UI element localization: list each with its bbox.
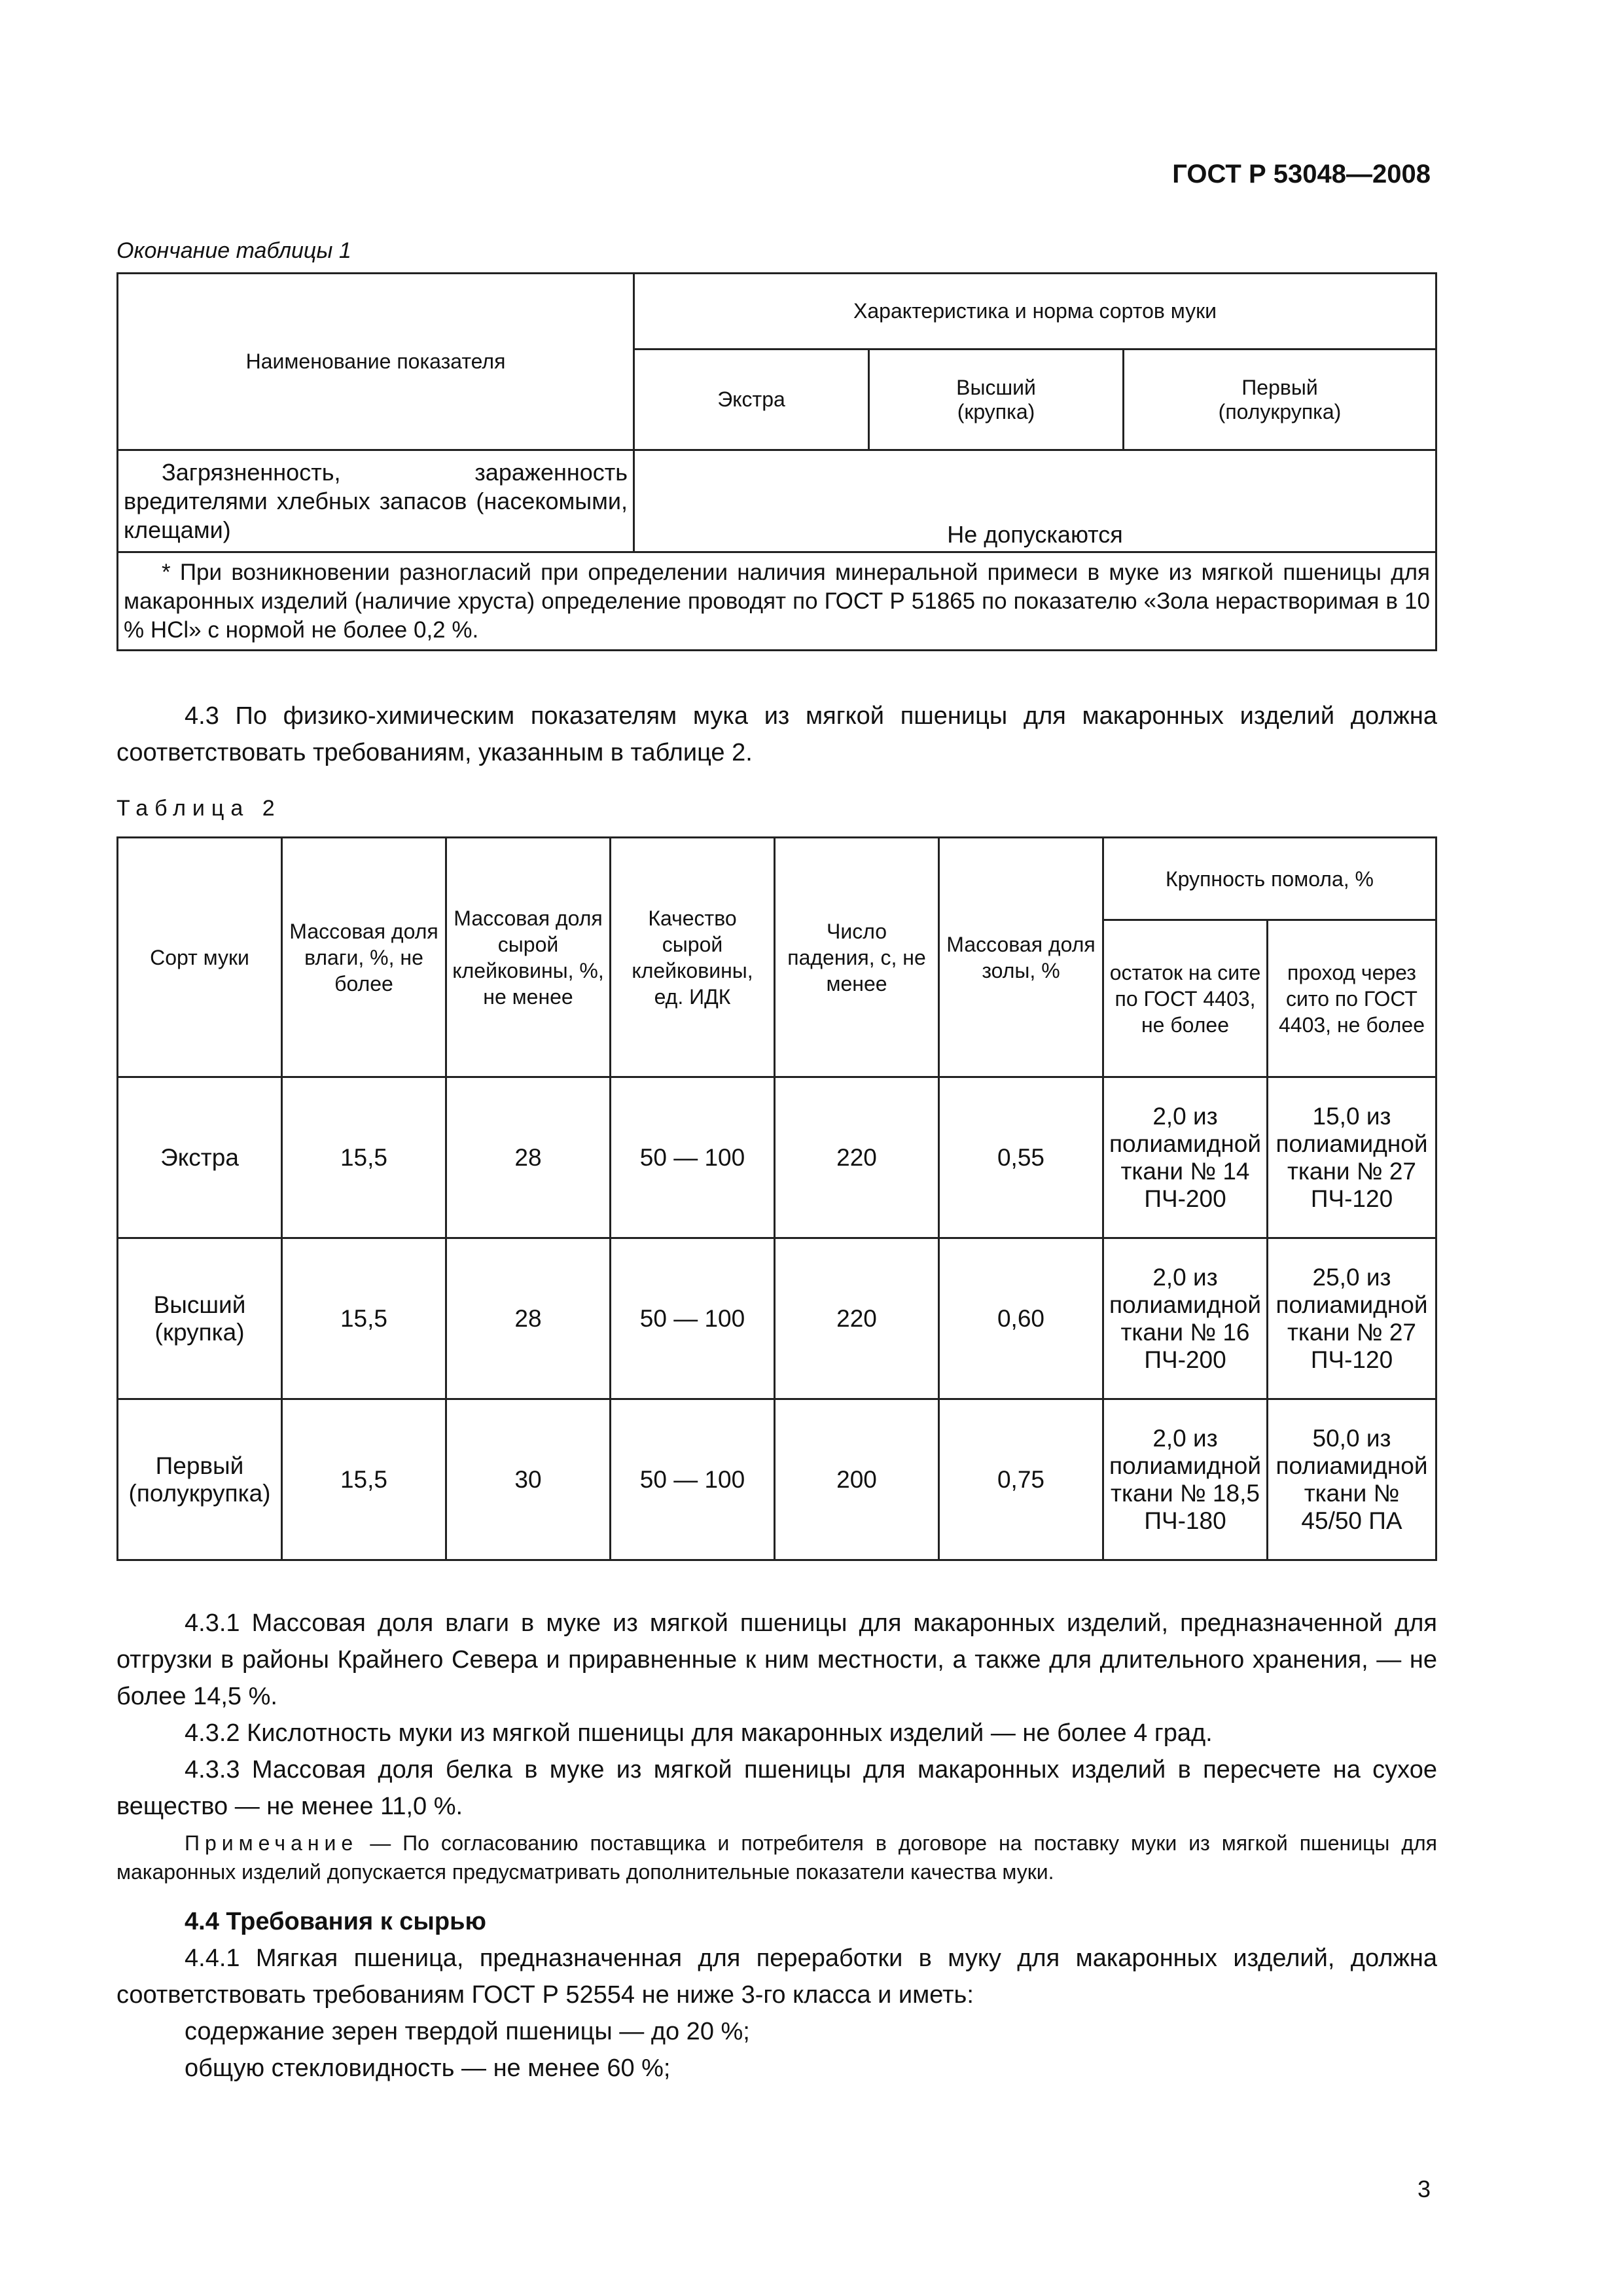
table2-cell-passage: 15,0 из полиамидной ткани № 27 ПЧ-120 (1268, 1077, 1436, 1238)
paragraph-4-4-1: 4.4.1 Мягкая пшеница, предназначенная для переработки в муку для макаронных изделий, должна соответствовать требованиям ГОСТ Р 52554 не ниже 3-го класса и иметь: (116, 1945, 1437, 2009)
paragraph-4-3-1: 4.3.1 Массовая доля влаги в муке из мягкой пшеницы для макаронных изделий, предназначенной для отгрузки в районы Крайнего Севера и приравненные к ним местности, а также для длительного хранения, — не более 14,5 %. (116, 1609, 1437, 1710)
table2-cell-gluten: 30 (446, 1399, 611, 1560)
table1-header-first-line1: Первый (1241, 375, 1318, 399)
table2-cell-falling: 220 (775, 1077, 939, 1238)
table1-header-high (869, 350, 1124, 450)
table2-cell-moisture: 15,5 (282, 1238, 446, 1399)
table2-cell-falling: 200 (775, 1399, 939, 1560)
table2-cell-quality: 50 — 100 (611, 1238, 775, 1399)
table2-header-grade: Сорт муки (118, 838, 282, 1077)
table1-header-name: Наименование показателя (118, 274, 634, 450)
table1-row-name: Загрязненность, зараженность вредителями хлебных запасов (насекомыми, клещами) (118, 450, 634, 552)
table2-cell-falling: 220 (775, 1238, 939, 1399)
table2-cell-gluten: 28 (446, 1077, 611, 1238)
table2-caption: Таблица 2 (116, 796, 281, 821)
paragraph-4-3-3: 4.3.3 Массовая доля белка в муке из мягкой пшеницы для макаронных изделий в пересчете на сухое вещество — не менее 11,0 %. (116, 1756, 1437, 1820)
table1-header-first-line2: (полукрупка) (1218, 399, 1342, 423)
table2-header-ash: Массовая доля золы, % (939, 838, 1103, 1077)
table2-cell-ash: 0,60 (939, 1238, 1103, 1399)
table2-row (118, 1077, 1436, 1238)
table-1 (116, 272, 1437, 651)
table1-row-value: Не допускаются (634, 450, 1436, 552)
table1-footnote: * При возникновении разногласий при определении наличия минеральной примеси в муке из мягкой пшеницы для макаронных изделий (наличие хруста) определение проводят по ГОСТ Р 51865 по показателю «Зола нерастворимая в 10 % HCl» с нормой не более 0,2 %. (118, 552, 1436, 651)
table2-cell-moisture: 15,5 (282, 1399, 446, 1560)
table2-row (118, 1238, 1436, 1399)
table2-cell-quality: 50 — 100 (611, 1399, 775, 1560)
page-number: 3 (1417, 2176, 1431, 2202)
table2-cell-residue: 2,0 из полиамидной ткани № 18,5 ПЧ-180 (1103, 1399, 1268, 1560)
table2-header-passage: проход через сито по ГОСТ 4403, не более (1268, 920, 1436, 1077)
document-code: ГОСТ Р 53048—2008 (1172, 160, 1431, 188)
table1-header-extra: Экстра (634, 350, 869, 450)
table2-header-residue: остаток на сите по ГОСТ 4403, не более (1103, 920, 1268, 1077)
table2-header-gluten: Массовая доля сырой клейковины, %, не менее (446, 838, 611, 1077)
paragraph-4-3-2: 4.3.2 Кислотность муки из мягкой пшеницы для макаронных изделий — не более 4 град. (185, 1719, 1213, 1747)
list-item-vitreousness: общую стекловидность — не менее 60 %; (185, 2054, 671, 2082)
table2-cell-residue: 2,0 из полиамидной ткани № 16 ПЧ-200 (1103, 1238, 1268, 1399)
table2-cell-grade: Экстра (118, 1077, 282, 1238)
table1-header-group: Характеристика и норма сортов муки (634, 274, 1436, 350)
table2-cell-grade: Первый (полукрупка) (118, 1399, 282, 1560)
table2-cell-residue: 2,0 из полиамидной ткани № 14 ПЧ-200 (1103, 1077, 1268, 1238)
table2-cell-ash: 0,55 (939, 1077, 1103, 1238)
list-item-hard-wheat: содержание зерен твердой пшеницы — до 20 %; (185, 2018, 750, 2045)
table1-header-high-line2: (крупка) (957, 399, 1035, 423)
table1-header-first (1124, 350, 1436, 450)
paragraph-4-3: 4.3 По физико-химическим показателям мука из мягкой пшеницы для макаронных изделий должна соответствовать требованиям, указанным в таблице 2. (116, 702, 1437, 766)
table2-cell-passage: 25,0 из полиамидной ткани № 27 ПЧ-120 (1268, 1238, 1436, 1399)
note-label: Примечание (185, 1831, 359, 1855)
table2-cell-moisture: 15,5 (282, 1077, 446, 1238)
table2-cell-gluten: 28 (446, 1238, 611, 1399)
table2-cell-passage: 50,0 из полиамидной ткани № 45/50 ПА (1268, 1399, 1436, 1560)
table2-header-falling-number: Число падения, с, не менее (775, 838, 939, 1077)
table2-cell-grade: Высший (крупка) (118, 1238, 282, 1399)
table2-header-gluten-quality: Качество сырой клейковины, ед. ИДК (611, 838, 775, 1077)
table1-caption: Окончание таблицы 1 (116, 238, 351, 263)
table2-header-fineness: Крупность помола, % (1103, 838, 1436, 920)
table1-header-high-line1: Высший (956, 375, 1036, 399)
note (116, 1829, 1437, 1886)
note-text: — По согласованию поставщика и потребителя в договоре на поставку муки из мягкой пшеницы для макаронных изделий допускается предусматривать дополнительные показатели качества муки. (116, 1831, 1438, 1884)
heading-4-4: 4.4 Требования к сырью (185, 1908, 486, 1935)
table-2 (116, 836, 1437, 1561)
table2-header-moisture: Массовая доля влаги, %, не более (282, 838, 446, 1077)
table2-cell-quality: 50 — 100 (611, 1077, 775, 1238)
table2-row (118, 1399, 1436, 1560)
table2-cell-ash: 0,75 (939, 1399, 1103, 1560)
